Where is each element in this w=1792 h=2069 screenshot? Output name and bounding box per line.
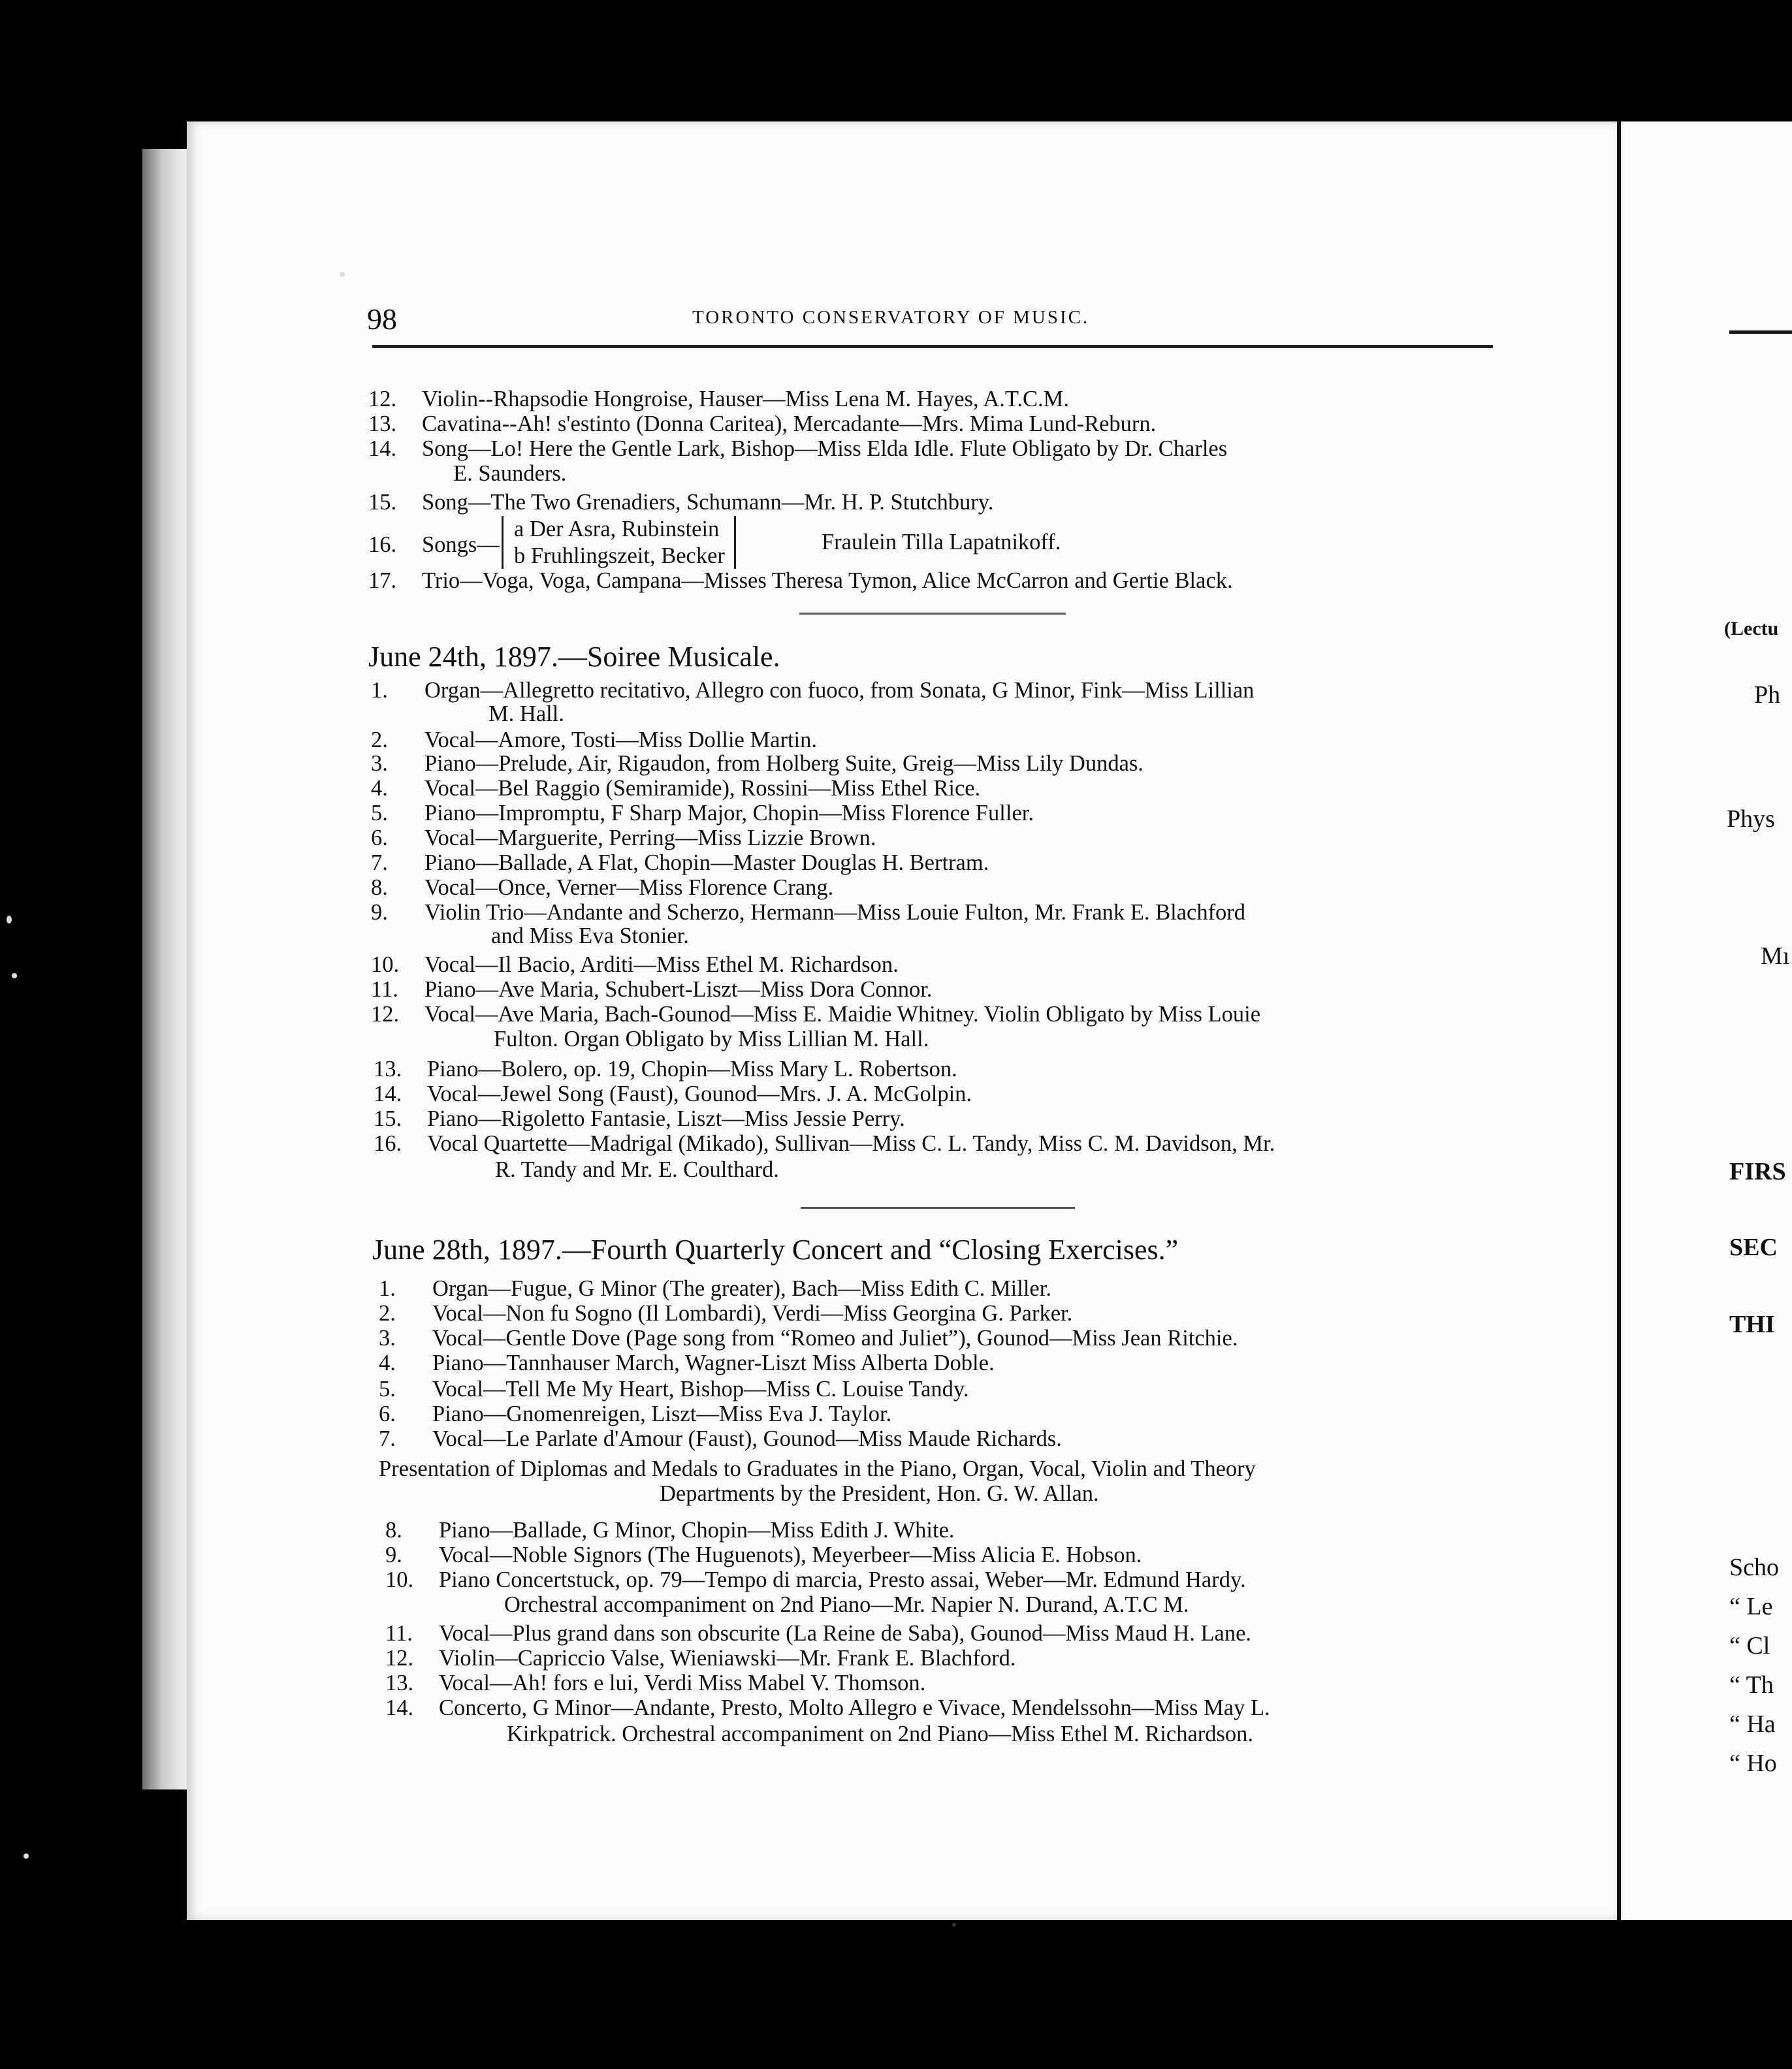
list-item: 17. Trio—Voga, Voga, Campana—Misses Theresa Tymon, Alice McCarron and Gertie Black. xyxy=(368,568,1233,593)
list-item: 2. Vocal—Non fu Sogno (Il Lombardi), Verdi—Miss Georgina G. Parker. xyxy=(379,1301,1073,1326)
list-item: 10. Piano Concertstuck, op. 79—Tempo di marcia, Presto assai, Weber—Mr. Edmund Hardy. xyxy=(385,1567,1246,1592)
list-item: 9. Violin Trio—Andante and Scherzo, Hermann—Miss Louie Fulton, Mr. Frank E. Blachford xyxy=(371,900,1246,925)
running-head: TORONTO CONSERVATORY OF MUSIC. xyxy=(692,307,1090,328)
list-item: 12. Violin—Capriccio Valse, Wieniawski—Mr. Frank E. Blachford. xyxy=(385,1646,1016,1671)
songs-brace-group xyxy=(502,516,736,569)
presentation-line: Departments by the President, Hon. G. W. Allan. xyxy=(660,1481,1099,1506)
scan-speck xyxy=(952,1923,956,1927)
songs-performer: Fraulein Tilla Lapatnikoff. xyxy=(822,530,1061,554)
list-item: 14. Vocal—Jewel Song (Faust), Gounod—Mrs. J. A. McGolpin. xyxy=(374,1082,972,1106)
list-item-number: 16. xyxy=(368,532,397,557)
scan-speck xyxy=(340,272,345,277)
list-item-continuation: Fulton. Organ Obligato by Miss Lillian M. Hall. xyxy=(494,1027,929,1051)
header-rule xyxy=(372,345,1493,350)
right-fragment: “ Ha xyxy=(1729,1710,1776,1738)
right-fragment: “ Th xyxy=(1729,1671,1774,1699)
list-item: 8. Piano—Ballade, G Minor, Chopin—Miss Edith J. White. xyxy=(385,1518,955,1543)
list-item: 15. Piano—Rigoletto Fantasie, Liszt—Miss Jessie Perry. xyxy=(374,1106,905,1131)
list-item: 13. Piano—Bolero, op. 19, Chopin—Miss Mary L. Robertson. xyxy=(374,1057,957,1082)
list-item: 13. Vocal—Ah! fors e lui, Verdi Miss Mabel V. Thomson. xyxy=(385,1671,926,1695)
right-fragment: (Lectu xyxy=(1724,618,1779,639)
section-divider xyxy=(799,613,1066,615)
page-number: 98 xyxy=(367,302,397,336)
right-fragment: SEC xyxy=(1729,1234,1778,1261)
right-fragment: Mı xyxy=(1761,942,1790,970)
songs-label: Songs— xyxy=(422,532,500,557)
right-fragment: Scho xyxy=(1729,1554,1779,1581)
scan-speck xyxy=(24,1853,29,1859)
list-item: 7. Vocal—Le Parlate d'Amour (Faust), Gounod—Miss Maude Richards. xyxy=(379,1426,1062,1451)
list-item: 5. Piano—Impromptu, F Sharp Major, Chopin—Miss Florence Fuller. xyxy=(371,801,1034,826)
list-item: 16. Vocal Quartette—Madrigal (Mikado), Sullivan—Miss C. L. Tandy, Miss C. M. Davidson, Mr. xyxy=(374,1131,1275,1156)
section-title: June 24th, 1897.—Soiree Musicale. xyxy=(368,641,780,673)
list-item: 11. Piano—Ave Maria, Schubert-Liszt—Miss Dora Connor. xyxy=(371,977,933,1002)
list-item: 6. Vocal—Marguerite, Perring—Miss Lizzie Brown. xyxy=(371,826,876,850)
list-item-continuation: R. Tandy and Mr. E. Coulthard. xyxy=(495,1157,779,1182)
list-item: 14. Song—Lo! Here the Gentle Lark, Bishop—Miss Elda Idle. Flute Obligato by Dr. Charles xyxy=(368,436,1228,461)
right-fragment: THI xyxy=(1729,1311,1775,1338)
list-item: 9. Vocal—Noble Signors (The Huguenots), Meyerbeer—Miss Alicia E. Hobson. xyxy=(385,1543,1142,1567)
song-a: a Der Asra, Rubinstein xyxy=(514,517,720,541)
list-item: 11. Vocal—Plus grand dans son obscurite (La Reine de Saba), Gounod—Miss Maud H. Lane. xyxy=(385,1621,1252,1646)
list-item: 1. Organ—Allegretto recitativo, Allegro con fuoco, from Sonata, G Minor, Fink—Miss Lillian xyxy=(371,678,1255,703)
right-fragment: FIRS xyxy=(1729,1158,1786,1185)
list-item-continuation: Kirkpatrick. Orchestral accompaniment on 2nd Piano—Miss Ethel M. Richardson. xyxy=(507,1722,1254,1746)
list-item: 3. Piano—Prelude, Air, Rigaudon, from Holberg Suite, Greig—Miss Lily Dundas. xyxy=(371,751,1144,776)
section-title: June 28th, 1897.—Fourth Quarterly Concert and “Closing Exercises.” xyxy=(372,1234,1179,1266)
list-item: 10. Vocal—Il Bacio, Arditi—Miss Ethel M. Richardson. xyxy=(371,952,899,977)
list-item: 2. Vocal—Amore, Tosti—Miss Dollie Martin. xyxy=(371,728,817,752)
list-item: 13. Cavatina--Ah! s'estinto (Donna Caritea), Mercadante—Mrs. Mima Lund-Reburn. xyxy=(368,411,1157,436)
list-item: 4. Vocal—Bel Raggio (Semiramide), Rossini—Miss Ethel Rice. xyxy=(371,776,981,801)
list-item-continuation: and Miss Eva Stonier. xyxy=(491,923,689,948)
list-item: 12. Violin--Rhapsodie Hongroise, Hauser—Miss Lena M. Hayes, A.T.C.M. xyxy=(368,387,1069,411)
section-divider xyxy=(801,1207,1075,1209)
right-fragment: “ Cl xyxy=(1729,1632,1770,1660)
list-item-continuation: E. Saunders. xyxy=(453,461,567,486)
scan-speck xyxy=(7,916,12,923)
list-item: 5. Vocal—Tell Me My Heart, Bishop—Miss C. Louise Tandy. xyxy=(379,1377,969,1402)
right-page-rule xyxy=(1729,330,1792,334)
list-item: 7. Piano—Ballade, A Flat, Chopin—Master Douglas H. Bertram. xyxy=(371,850,989,875)
right-fragment: “ Le xyxy=(1729,1593,1773,1620)
list-item: 3. Vocal—Gentle Dove (Page song from “Romeo and Juliet”), Gounod—Miss Jean Ritchie. xyxy=(379,1326,1238,1351)
list-item: 14. Concerto, G Minor—Andante, Presto, Molto Allegro e Vivace, Mendelssohn—Miss May L. xyxy=(385,1695,1270,1720)
presentation-line: Presentation of Diplomas and Medals to Graduates in the Piano, Organ, Vocal, Violin and Theory xyxy=(379,1456,1256,1481)
list-item: 6. Piano—Gnomenreigen, Liszt—Miss Eva J. Taylor. xyxy=(379,1402,892,1426)
list-item: 12. Vocal—Ave Maria, Bach-Gounod—Miss E. Maidie Whitney. Violin Obligato by Miss Louie xyxy=(371,1002,1261,1027)
list-item-continuation: Orchestral accompaniment on 2nd Piano—Mr. Napier N. Durand, A.T.C M. xyxy=(504,1592,1189,1617)
right-fragment: Ph xyxy=(1754,681,1781,709)
list-item-continuation: M. Hall. xyxy=(488,701,564,726)
list-item: 15. Song—The Two Grenadiers, Schumann—Mr. H. P. Stutchbury. xyxy=(368,490,994,515)
scan-speck xyxy=(12,973,17,978)
song-b: b Fruhlingszeit, Becker xyxy=(514,543,725,568)
right-fragment: “ Ho xyxy=(1729,1750,1777,1777)
list-item: 8. Vocal—Once, Verner—Miss Florence Crang. xyxy=(371,875,834,900)
right-fragment: Phys xyxy=(1727,805,1775,833)
list-item: 1. Organ—Fugue, G Minor (The greater), Bach—Miss Edith C. Miller. xyxy=(379,1276,1051,1301)
list-item: 4. Piano—Tannhauser March, Wagner-Liszt Miss Alberta Doble. xyxy=(379,1351,995,1375)
